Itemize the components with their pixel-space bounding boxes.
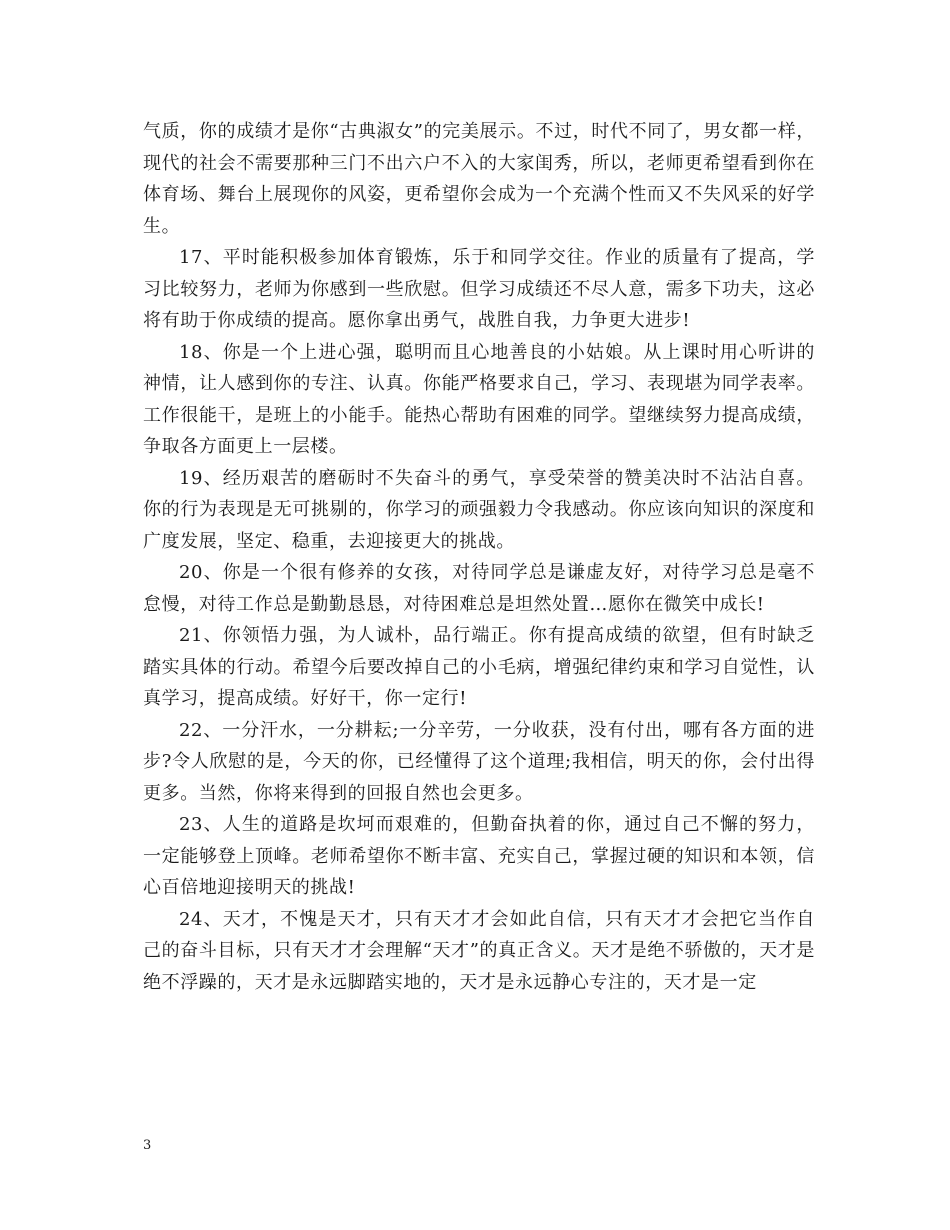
- paragraph-comment-21: 21、你领悟力强，为人诚朴，品行端正。你有提高成绩的欲望，但有时缺乏踏实具体的行动。希望今后要改掉自己的小毛病，增强纪律约束和学习自觉性，认真学习，提高成绩。好好干，你一定行!: [143, 625, 815, 709]
- paragraph-comment-19: 19、经历艰苦的磨砺时不失奋斗的勇气，享受荣誉的赞美决时不沾沾自喜。你的行为表现是无可挑剔的，你学习的顽强毅力令我感动。你应该向知识的深度和广度发展，坚定、稳重，去迎接更大的挑战。: [143, 467, 815, 552]
- paragraph-comment-17: 17、平时能积极参加体育锻炼，乐于和同学交往。作业的质量有了提高，学习比较努力，老师为你感到一些欣慰。但学习成绩还不尽人意，需多下功夫，这必将有助于你成绩的提高。愿你拿出勇气，战胜自我，力争更大进步!: [143, 247, 815, 331]
- paragraph-comment-18: 18、你是一个上进心强，聪明而且心地善良的小姑娘。从上课时用心听讲的神情，让人感到你的专注、认真。你能严格要求自己，学习、表现堪为同学表率。工作很能干，是班上的小能手。能热心帮助有困难的同学。望继续努力提高成绩，争取各方面更上一层楼。: [143, 341, 815, 457]
- paragraph-continuation: 气质，你的成绩才是你“古典淑女”的完美展示。不过，时代不同了，男女都一样，现代的社会不需要那种三门不出六户不入的大家闺秀，所以，老师更希望看到你在体育场、舞台上展现你的风姿，更希望你会成为一个充满个性而又不失风采的好学生。: [143, 121, 815, 237]
- paragraph-comment-20: 20、你是一个很有修养的女孩，对待同学总是谦虚友好，对待学习总是毫不怠慢，对待工作总是勤勤恳恳，对待困难总是坦然处置…愿你在微笑中成长!: [143, 562, 815, 615]
- paragraph-comment-23: 23、人生的道路是坎坷而艰难的，但勤奋执着的你，通过自己不懈的努力，一定能够登上顶峰。老师希望你不断丰富、充实自己，掌握过硬的知识和本领，信心百倍地迎接明天的挑战!: [143, 814, 815, 898]
- paragraph-comment-24: 24、天才，不愧是天才，只有天才才会如此自信，只有天才才会把它当作自己的奋斗目标，只有天才才会理解“天才”的真正含义。天才是绝不骄傲的，天才是绝不浮躁的，天才是永远脚踏实地的，天才是永远静心专注的，天才是一定: [143, 908, 815, 993]
- document-body: [143, 116, 815, 998]
- page-number: 3: [143, 1138, 152, 1153]
- paragraph-comment-22: 22、一分汗水，一分耕耘;一分辛劳，一分收获，没有付出，哪有各方面的进步?令人欣慰的是，今天的你，已经懂得了这个道理;我相信，明天的你，会付出得更多。当然，你将来得到的回报自然也会更多。: [143, 719, 815, 804]
